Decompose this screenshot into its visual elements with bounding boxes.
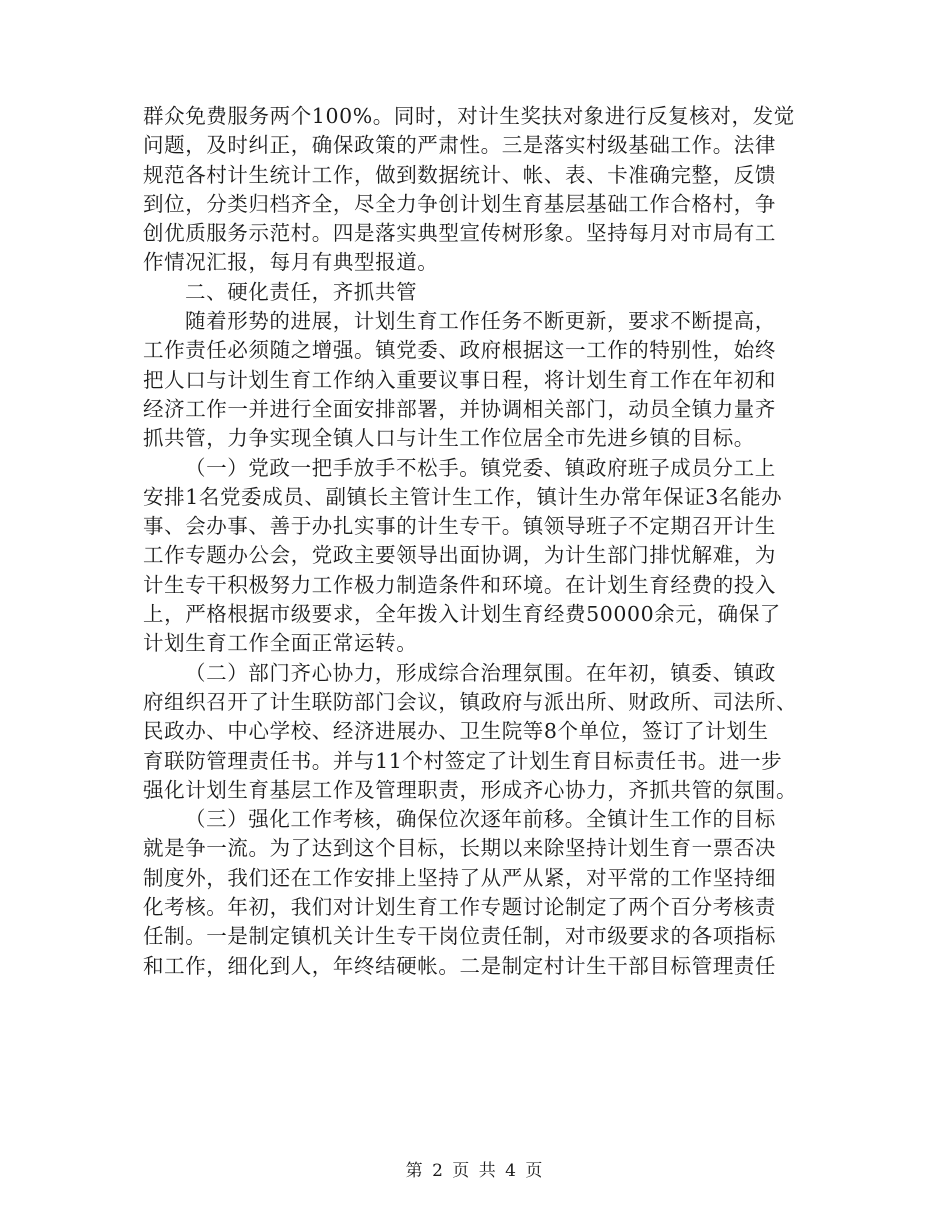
text-line: 计划生育工作全面正常运转。 [143, 631, 418, 656]
text-line: 制度外，我们还在工作安排上坚持了从严从紧，对平常的工作坚持细 [143, 865, 776, 890]
text-line: 上，严格根据市级要求，全年拨入计划生育经费50000余元，确保了 [143, 602, 781, 627]
text-line: 安排1名党委成员、副镇长主管计生工作，镇计生办常年保证3名能办 [143, 484, 783, 509]
text-line: （三）强化工作考核，确保位次逐年前移。全镇计生工作的目标 [185, 807, 776, 832]
text-line: 把人口与计划生育工作纳入重要议事日程，将计划生育工作在年初和 [143, 367, 776, 392]
text-line: 到位，分类归档齐全，尽全力争创计划生育基层基础工作合格村，争 [143, 191, 776, 216]
text-line: 群众免费服务两个100%。同时，对计生奖扶对象进行反复核对，发觉 [143, 104, 795, 128]
text-line: 育联防管理责任书。并与11个村签定了计划生育目标责任书。进一步 [143, 748, 783, 773]
text-line: 民政办、中心学校、经济进展办、卫生院等8个单位，签订了计划生 [143, 719, 769, 744]
section-heading: 二、硬化责任，齐抓共管 [185, 279, 418, 304]
text-line: （二）部门齐心协力，形成综合治理氛围。在年初，镇委、镇政 [185, 660, 776, 685]
text-line: 工作责任必须随之增强。镇党委、政府根据这一工作的特别性，始终 [143, 338, 776, 363]
page-number-footer: 第 2 页 共 4 页 [405, 1161, 545, 1181]
text-line: 就是争一流。为了达到这个目标，长期以来除坚持计划生育一票否决 [143, 836, 776, 861]
text-line: 随着形势的进展，计划生育工作任务不断更新，要求不断提高， [185, 309, 776, 334]
text-line: 作情况汇报，每月有典型报道。 [143, 250, 439, 275]
text-line: 府组织召开了计生联防部门会议，镇政府与派出所、财政所、司法所、 [143, 689, 798, 714]
text-line: 和工作，细化到人，年终结硬帐。二是制定村计生干部目标管理责任 [143, 953, 776, 978]
text-line: （一）党政一把手放手不松手。镇党委、镇政府班子成员分工上 [185, 455, 776, 480]
text-line: 强化计划生育基层工作及管理职责，形成齐心协力，齐抓共管的氛围。 [143, 777, 798, 802]
text-line: 计生专干积极努力工作极力制造条件和环境。在计划生育经费的投入 [143, 572, 776, 597]
text-line: 创优质服务示范村。四是落实典型宣传树形象。坚持每月对市局有工 [143, 221, 776, 246]
text-line: 问题，及时纠正，确保政策的严肃性。三是落实村级基础工作。法律 [143, 133, 776, 158]
text-line: 工作专题办公会，党政主要领导出面协调，为计生部门排忧解难，为 [143, 543, 776, 568]
text-line: 化考核。年初，我们对计划生育工作专题讨论制定了两个百分考核责 [143, 895, 776, 920]
text-line: 抓共管，力争实现全镇人口与计生工作位居全市先进乡镇的目标。 [143, 426, 755, 451]
text-line: 经济工作一并进行全面安排部署，并协调相关部门，动员全镇力量齐 [143, 396, 776, 421]
text-line: 任制。一是制定镇机关计生专干岗位责任制，对市级要求的各项指标 [143, 924, 776, 949]
text-line: 规范各村计生统计工作，做到数据统计、帐、表、卡准确完整，反馈 [143, 162, 776, 187]
body-text [143, 102, 807, 981]
text-line: 事、会办事、善于办扎实事的计生专干。镇领导班子不定期召开计生 [143, 514, 776, 539]
